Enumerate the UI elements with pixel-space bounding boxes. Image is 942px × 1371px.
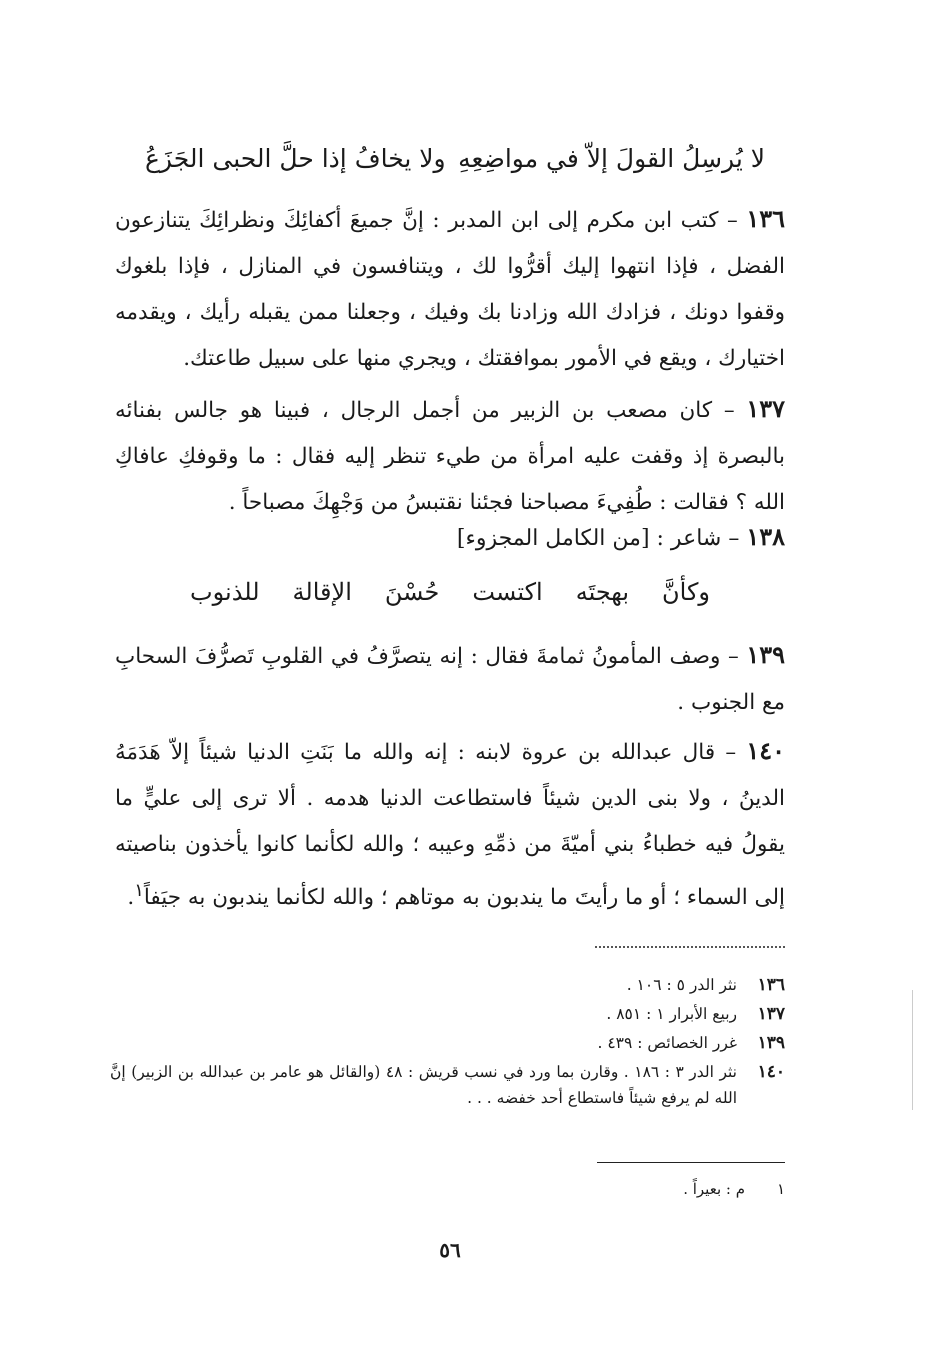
note-number: ١٣٧ xyxy=(757,1004,785,1024)
paragraph-140-text: – قال عبدالله بن عروة لابنه : إنه والله ما بَنَتِ الدنيا شيئاً إلاّ هَدَمَهُ الدينُ ، ولا بنى الدين شيئاً فاستطاعت الدنيا هدمه . ألا ترى إلى عليٍّ ما يقولُ فيه خطباءُ بني أميّةَ من ذمِّهِ وعيبه ؛ والله لكأنما كانوا يأخذون بناصيته إلى السماء ؛ أو ما رأيتَ ما يندبون به موتاهم ؛ والله لكأنما يندبون به جيَفاً xyxy=(115,740,785,911)
note-text: نثر الدر ٣ : ١٨٦ . وقارن بما ورد في نسب قريش : ٤٨ (والقائل هو عامر بن عبدالله بن الزبير) إنَّ الله لم يرفع شيئاً فاستطاع أحد خفضه . . . xyxy=(110,1063,737,1107)
footnote-separator xyxy=(597,1162,785,1163)
note-number: ١٤٠ xyxy=(757,1062,785,1082)
footnote-number: ١ xyxy=(776,1180,785,1198)
note-text: ربيع الأبرار ١ : ٨٥١ . xyxy=(606,1005,737,1023)
source-notes xyxy=(110,972,785,1114)
entry-number-138: ١٣٨ xyxy=(746,522,785,551)
paragraph-138-text: – شاعر : [من الكامل المجزوء] xyxy=(456,526,740,551)
paragraph-140-end: . xyxy=(127,885,135,911)
paragraph-136-text: – كتب ابن مكرم إلى ابن المدبر : إنَّ جميعَ أكفائِكَ ونظرائِكَ يتنازعون الفضل ، فإذا انتهوا إليك أقرُّوا لك ، ويتنافسون في المنازل ، فإذا بلغوك وقفوا دونك ، فزادك الله وزادنا بك وفيك ، وجعلنا ممن يقبله رأيك ، ويقدمه اختيارك ، ويقع في الأمور بموافقتك ، ويجري منها على سبيل طاعتك. xyxy=(115,208,785,371)
paragraph-140 xyxy=(115,728,785,921)
footnote-marker[interactable]: ١ xyxy=(134,880,144,901)
verse-word-4: حُسْنَ xyxy=(384,578,440,606)
note-137 xyxy=(110,1001,785,1027)
entry-number-137: ١٣٧ xyxy=(746,394,785,423)
scan-margin-line xyxy=(912,990,913,1110)
paragraph-137-text: – كان مصعب بن الزبير من أجمل الرجال ، فبينا هو جالس بفنائه بالبصرة إذ وقفت عليه امرأة من طيء تنظر إليه فقال : ما وقوفكِ عافاكِ الله ؟ فقالت : طُفِيءَ مصباحنا فجئنا نقتبسُ من وَجْهِكَ مصباحاً . xyxy=(115,398,785,515)
verse-word-6: للذنوب xyxy=(190,578,260,606)
footnote-1 xyxy=(560,1180,785,1198)
verse-word-1: وكأنَّ xyxy=(662,578,710,606)
verse-word-2: بهجتَه xyxy=(575,578,630,606)
verse-hemistich-right: لا يُرسِلُ القولَ إلاّ في مواضِعِهِ xyxy=(458,143,765,173)
note-140 xyxy=(110,1059,785,1111)
note-text: غرر الخصائص : ٤٣٩ . xyxy=(597,1034,737,1052)
paragraph-136 xyxy=(115,196,785,382)
entry-number-136: ١٣٦ xyxy=(746,204,785,233)
verse-word-3: اكتست xyxy=(472,578,543,606)
paragraph-138 xyxy=(115,522,785,551)
note-139 xyxy=(110,1030,785,1056)
note-text: نثر الدر ٥ : ١٠٦ . xyxy=(626,976,737,994)
note-136 xyxy=(110,972,785,998)
entry-number-139: ١٣٩ xyxy=(746,640,785,669)
paragraph-137 xyxy=(115,386,785,526)
entry-number-140: ١٤٠ xyxy=(746,736,785,765)
paragraph-139-text: – وصف المأمونُ ثمامةَ فقال : إنه يتصرَّفُ في القلوبِ تَصرُّفَ السحابِ مع الجنوب . xyxy=(115,644,785,715)
paragraph-139 xyxy=(115,632,785,726)
verse-line-2 xyxy=(190,570,710,614)
footnote-text: م : بعيراً . xyxy=(683,1180,745,1198)
note-number: ١٣٦ xyxy=(757,975,785,995)
notes-separator xyxy=(595,946,785,948)
main-text-block xyxy=(115,196,785,530)
page-number: ٥٦ xyxy=(439,1238,461,1262)
verse-word-5: الإقالة xyxy=(292,578,352,606)
verse-line-1 xyxy=(145,136,765,180)
note-number: ١٣٩ xyxy=(757,1033,785,1053)
verse-hemistich-left: ولا يخافُ إذا حلَّ الحبى الجَزَعُ xyxy=(145,143,446,173)
